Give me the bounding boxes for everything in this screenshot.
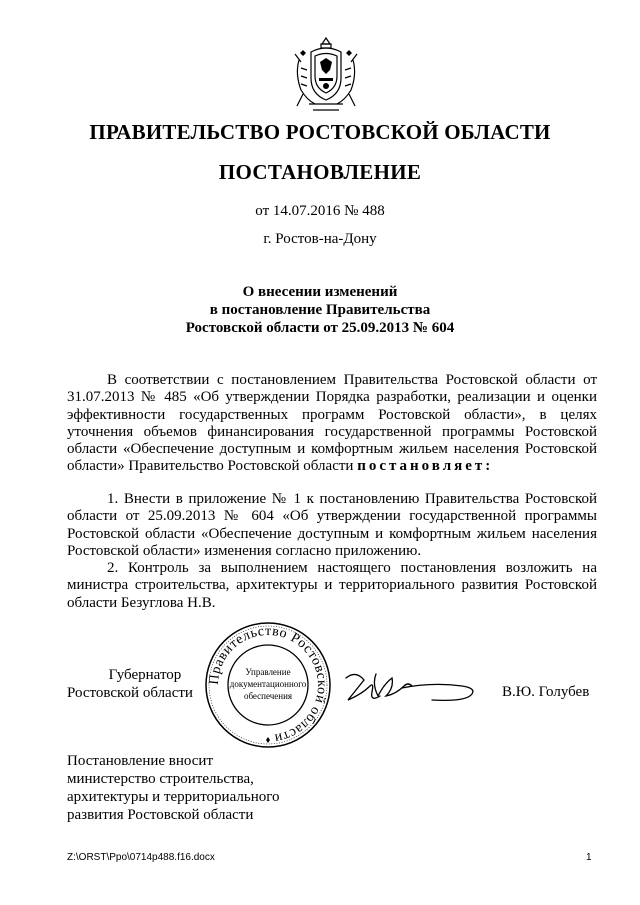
document-date-number: от 14.07.2016 № 488 [255,203,385,219]
signatory-title-line: Губернатор [108,667,182,683]
author-note-line: архитектуры и территориального [67,789,280,805]
footer-file-path: Z:\ORST\Ppo\0714p488.f16.docx [67,852,215,863]
author-note-line: Постановление вносит [67,753,214,769]
seal-ring-text: Правительство Ростовской области [206,623,330,746]
subject-line: О внесении изменений [242,284,398,300]
document-type: ПОСТАНОВЛЕНИЕ [218,160,422,184]
author-note-line: развития Ростовской области [67,807,254,823]
document-city: г. Ростов-на-Дону [263,231,377,247]
subject-line: в постановление Правительства [209,302,431,318]
signatory-title-line: Ростовской области [67,685,193,701]
seal-inner-line: документационного [229,679,307,689]
government-name: ПРАВИТЕЛЬСТВО РОСТОВСКОЙ ОБЛАСТИ [89,120,551,144]
seal-inner-line: Управление [245,667,291,677]
preamble-text: В соответствии с постановлением Правительства Ростовской области от 31.07.2013 № 485 «Об утверждении Порядка разработки, реализации и оценки эффективности государственных программ Ростовской области», в целях уточнения объемов финансирования государственной программы Ростовской области «Обеспечение доступным и комфортным жильем населения Ростовской области» Правительство Ростовской области [67,372,597,475]
item-2-paragraph: 2. Контроль за выполнением настоящего постановления возложить на министра строительства, архитектуры и территориального развития Ростовской области Безуглова Н.В. [67,560,597,611]
author-note-line: министерство строительства, [67,771,254,787]
handwritten-signature-icon [340,666,480,708]
resolves-word: постановляет: [357,458,494,475]
footer-page-number: 1 [586,852,592,863]
coat-of-arms-icon [291,34,361,116]
item-1-paragraph: 1. Внести в приложение № 1 к постановлению Правительства Ростовской области от 25.09.2013 № 604 «Об утверждении государственной программы Ростовской области «Обеспечение доступным и комфортным жильем населения Ростовской области» изменения согласно приложению. [67,491,597,559]
subject-line: Ростовской области от 25.09.2013 № 604 [185,320,455,336]
signatory-name: В.Ю. Голубев [502,684,590,700]
document-subject [0,283,640,337]
signatory-title [67,666,193,702]
author-note [67,752,280,824]
preamble-paragraph [67,372,597,476]
official-seal-icon [203,620,333,750]
seal-inner-line: обеспечения [243,691,293,701]
